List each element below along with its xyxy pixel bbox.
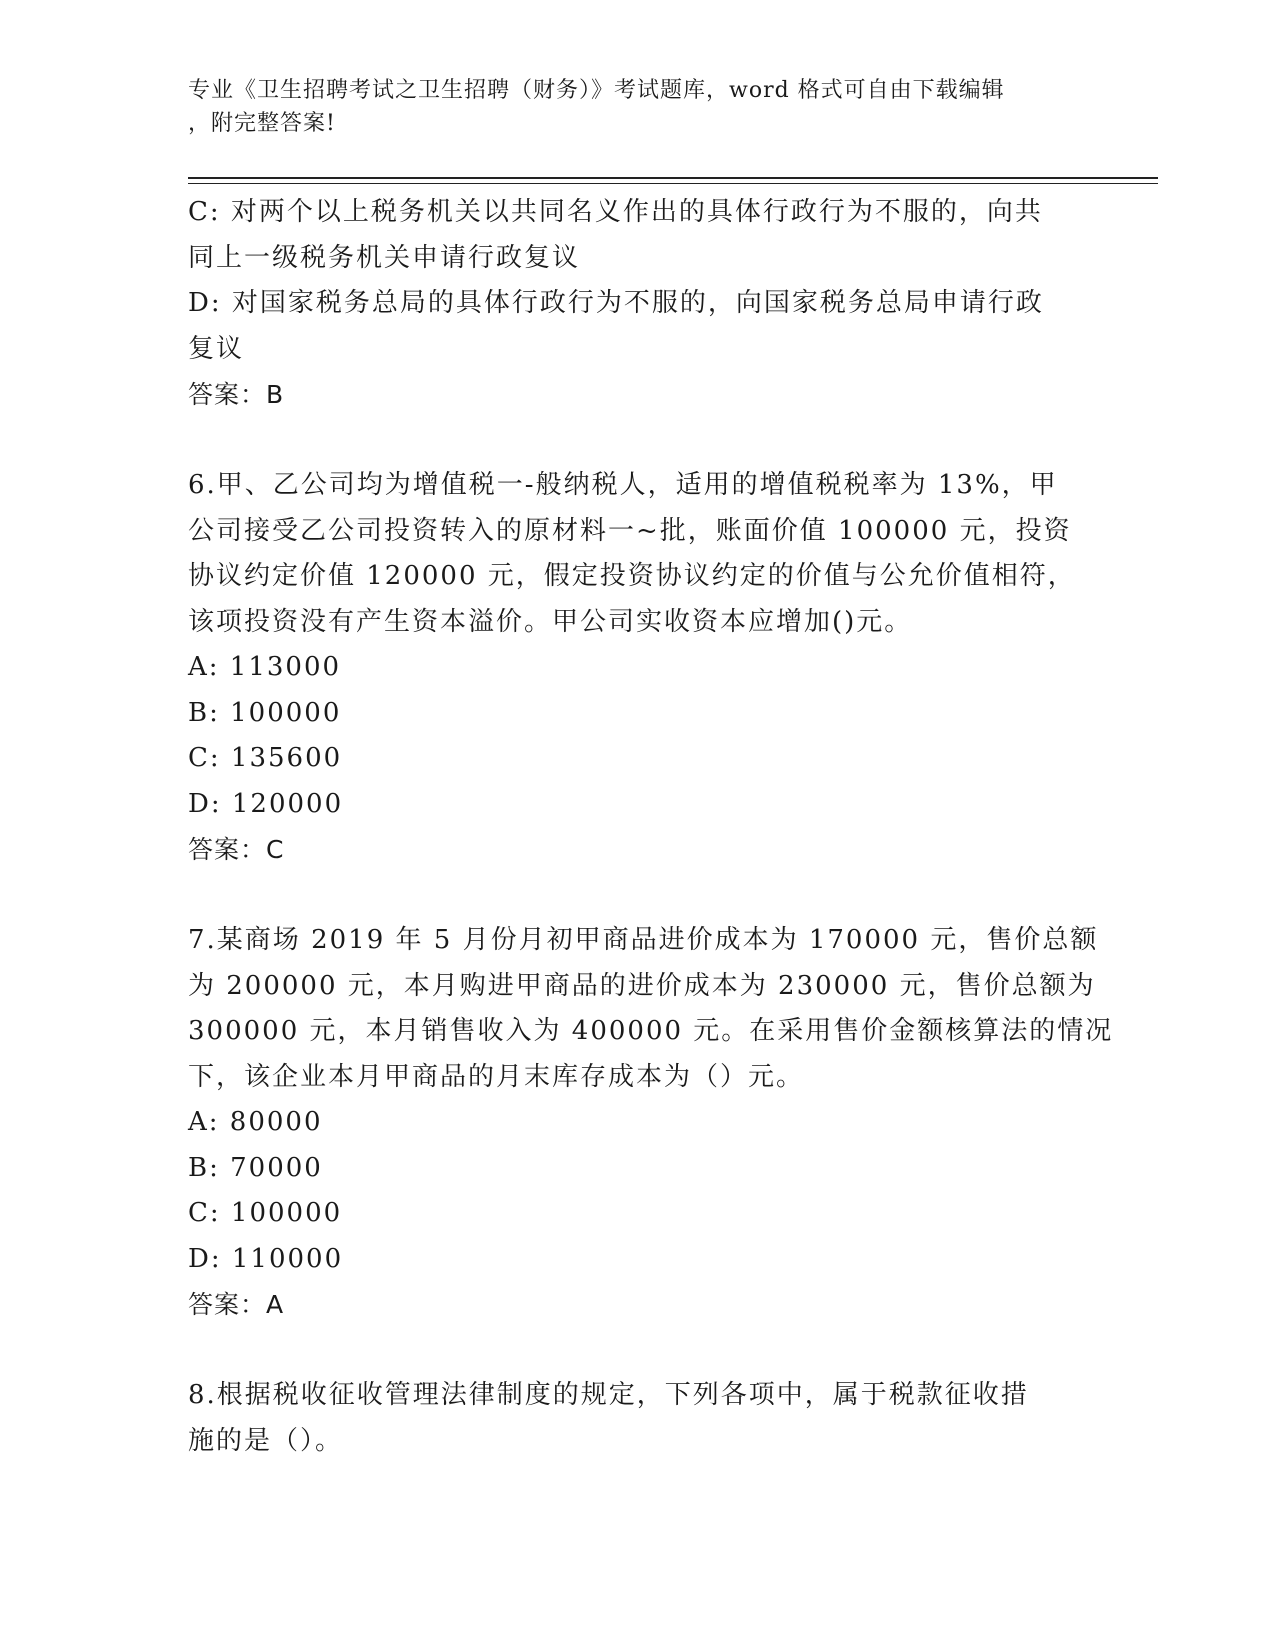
option-c: C: 对两个以上税务机关以共同名义作出的具体行政行为不服的，向共 (188, 197, 1043, 227)
question-6 (188, 463, 1088, 873)
question-7-stem-line-1: 7.某商场 2019 年 5 月份月初甲商品进价成本为 170000 元，售价总额 (188, 925, 1099, 955)
question-7-stem-line-4: 下，该企业本月甲商品的月末库存成本为（）元。 (188, 1061, 805, 1092)
option-b: B: 70000 (188, 1152, 323, 1183)
header-line-1: 专业《卫生招聘考试之卫生招聘（财务）》考试题库，word 格式可自由下载编辑 (188, 78, 1005, 103)
question-7-stem-line-3: 300000 元，本月销售收入为 400000 元。在采用售价金额核算法的情况 (188, 1016, 1114, 1046)
spacer (188, 873, 1088, 919)
option-a: A: 80000 (188, 1107, 323, 1137)
question-5-tail (188, 190, 1088, 418)
question-8 (188, 1373, 1088, 1464)
option-d-continued: 复议 (188, 333, 245, 364)
question-6-stem-line-2: 公司接受乙公司投资转入的原材料一~批，账面价值 100000 元，投资 (188, 515, 1072, 546)
option-b: B: 100000 (188, 697, 342, 728)
option-d: D: 110000 (188, 1243, 344, 1274)
question-6-stem-line-4: 该项投资没有产生资本溢价。甲公司实收资本应增加()元。 (188, 606, 913, 637)
answer-label: 答案：B (188, 380, 285, 409)
option-c: C: 135600 (188, 743, 343, 773)
question-8-stem-line-2: 施的是（）。 (188, 1425, 344, 1456)
header-divider-thin (188, 183, 1158, 184)
answer-label: 答案：C (188, 835, 285, 864)
option-a: A: 113000 (188, 652, 342, 682)
document-header (188, 74, 1068, 140)
question-6-stem-line-3: 协议约定价值 120000 元，假定投资协议约定的价值与公允价值相符， (188, 561, 1076, 591)
spacer (188, 1328, 1088, 1374)
header-divider-thick (188, 177, 1158, 179)
header-line-2: ，附完整答案! (188, 111, 336, 136)
question-7 (188, 918, 1114, 1328)
question-list (188, 190, 1114, 1464)
question-6-stem-line-1: 6.甲、乙公司均为增值税一-般纳税人，适用的增值税税率为 13%，甲 (188, 470, 1058, 500)
option-c-continued: 同上一级税务机关申请行政复议 (188, 242, 581, 273)
question-8-stem-line-1: 8.根据税收征收管理法律制度的规定，下列各项中，属于税款征收措 (188, 1380, 1029, 1410)
answer-label: 答案：A (188, 1290, 285, 1319)
option-d: D: 120000 (188, 788, 344, 819)
option-d: D: 对国家税务总局的具体行政行为不服的，向国家税务总局申请行政 (188, 288, 1044, 318)
spacer (188, 418, 1088, 464)
option-c: C: 100000 (188, 1198, 343, 1228)
question-7-stem-line-2: 为 200000 元，本月购进甲商品的进价成本为 230000 元，售价总额为 (188, 970, 1096, 1001)
